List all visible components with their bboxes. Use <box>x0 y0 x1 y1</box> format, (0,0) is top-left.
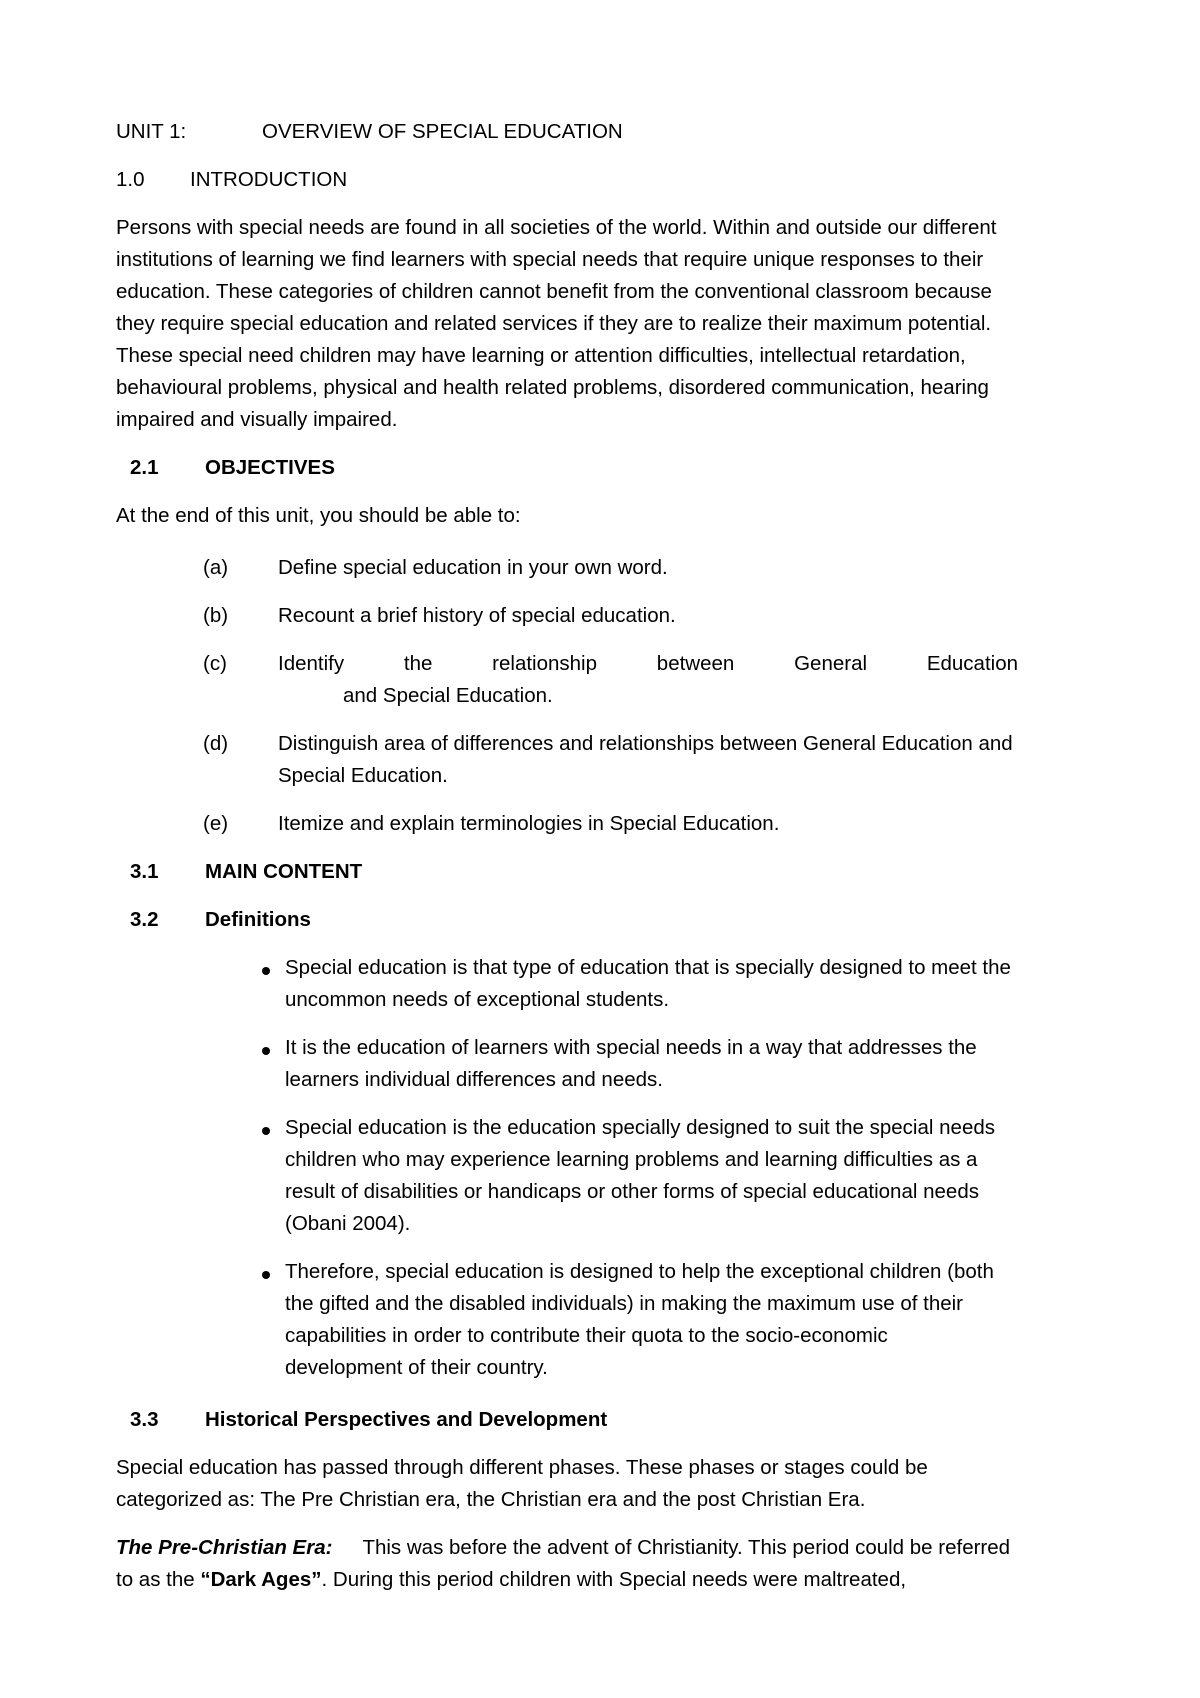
definitions-title: Definitions <box>205 908 311 931</box>
objective-marker: (d) <box>203 732 229 755</box>
pre-christian-text-after: . During this period children with Special needs were maltreated, <box>321 1568 907 1591</box>
objective-word: General <box>794 652 868 675</box>
definition-line: Therefore, special education is designed to help the exceptional children (both <box>285 1260 994 1283</box>
unit-label: UNIT 1: <box>116 120 187 143</box>
pre-christian-paragraph <box>116 1532 1010 1596</box>
intro-line: These special need children may have learning or attention difficulties, intellectual retardation, <box>116 344 966 367</box>
definition-line: children who may experience learning problems and learning difficulties as a <box>285 1148 978 1171</box>
intro-paragraph <box>116 212 1096 436</box>
bullet-icon <box>262 967 270 975</box>
intro-line: impaired and visually impaired. <box>116 408 398 431</box>
definition-line: capabilities in order to contribute their quota to the socio-economic <box>285 1324 888 1347</box>
dark-ages-term: “Dark Ages” <box>200 1568 322 1591</box>
intro-title: INTRODUCTION <box>190 168 348 191</box>
intro-line: education. These categories of children cannot benefit from the conventional classroom because <box>116 280 992 303</box>
history-title: Historical Perspectives and Development <box>205 1408 608 1431</box>
objective-word: the <box>403 652 433 675</box>
objective-word: Identify <box>278 652 345 675</box>
definition-line: the gifted and the disabled individuals) in making the maximum use of their <box>285 1292 964 1315</box>
objective-marker: (e) <box>203 812 229 835</box>
pre-christian-label: The Pre-Christian Era: <box>116 1536 333 1559</box>
definition-line: uncommon needs of exceptional students. <box>285 988 670 1011</box>
definition-line: (Obani 2004). <box>285 1212 411 1235</box>
objective-text-continued: and Special Education. <box>343 684 553 707</box>
history-line: categorized as: The Pre Christian era, the Christian era and the post Christian Era. <box>116 1488 866 1511</box>
definition-line: learners individual differences and needs. <box>285 1068 663 1091</box>
history-paragraph <box>116 1452 1096 1516</box>
pre-christian-text: This was before the advent of Christianity. This period could be referred <box>362 1536 1011 1559</box>
history-line: Special education has passed through different phases. These phases or stages could be <box>116 1456 928 1479</box>
objective-text <box>278 728 1013 792</box>
intro-line: Persons with special needs are found in all societies of the world. Within and outside our different <box>116 216 997 239</box>
objective-line: Distinguish area of differences and relationships between General Education and <box>278 732 1013 755</box>
bullet-icon <box>262 1127 270 1135</box>
objective-word: between <box>656 652 735 675</box>
definition-line: result of disabilities or handicaps or other forms of special educational needs <box>285 1180 979 1203</box>
intro-line: behavioural problems, physical and health related problems, disordered communication, hearing <box>116 376 989 399</box>
objective-marker: (a) <box>203 556 229 579</box>
definition-line: development of their country. <box>285 1356 548 1379</box>
bullet-icon <box>262 1047 270 1055</box>
main-content-number: 3.1 <box>130 860 159 883</box>
intro-line: they require special education and related services if they are to realize their maximum potential. <box>116 312 992 335</box>
objectives-number: 2.1 <box>130 456 159 479</box>
definition-bullet <box>285 1032 977 1096</box>
definition-line: Special education is the education specially designed to suit the special needs <box>285 1116 995 1139</box>
pre-christian-text-before: to as the <box>116 1568 201 1591</box>
objective-text: Define special education in your own word. <box>278 556 668 579</box>
objective-text: Recount a brief history of special education. <box>278 604 676 627</box>
objectives-lead: At the end of this unit, you should be able to: <box>116 504 521 527</box>
objective-word: relationship <box>492 652 598 675</box>
intro-number: 1.0 <box>116 168 145 191</box>
objective-word: Education <box>926 652 1018 675</box>
objective-line: Special Education. <box>278 764 448 787</box>
bullet-icon <box>262 1271 270 1279</box>
objective-text-justified <box>278 648 1018 680</box>
definition-bullet <box>285 1112 995 1240</box>
definition-bullet <box>285 1256 994 1384</box>
definition-line: Special education is that type of education that is specially designed to meet the <box>285 956 1011 979</box>
objective-marker: (b) <box>203 604 229 627</box>
pre-christian-line-1 <box>116 1532 1010 1564</box>
objectives-title: OBJECTIVES <box>205 456 335 479</box>
intro-line: institutions of learning we find learners with special needs that require unique responses to their <box>116 248 984 271</box>
objective-text: Itemize and explain terminologies in Special Education. <box>278 812 780 835</box>
main-content-title: MAIN CONTENT <box>205 860 363 883</box>
definition-line: It is the education of learners with special needs in a way that addresses the <box>285 1036 977 1059</box>
history-number: 3.3 <box>130 1408 159 1431</box>
definition-bullet <box>285 952 1011 1016</box>
objective-marker: (c) <box>203 652 227 675</box>
definitions-number: 3.2 <box>130 908 159 931</box>
unit-title: OVERVIEW OF SPECIAL EDUCATION <box>262 120 623 143</box>
pre-christian-line-2 <box>116 1564 1010 1596</box>
